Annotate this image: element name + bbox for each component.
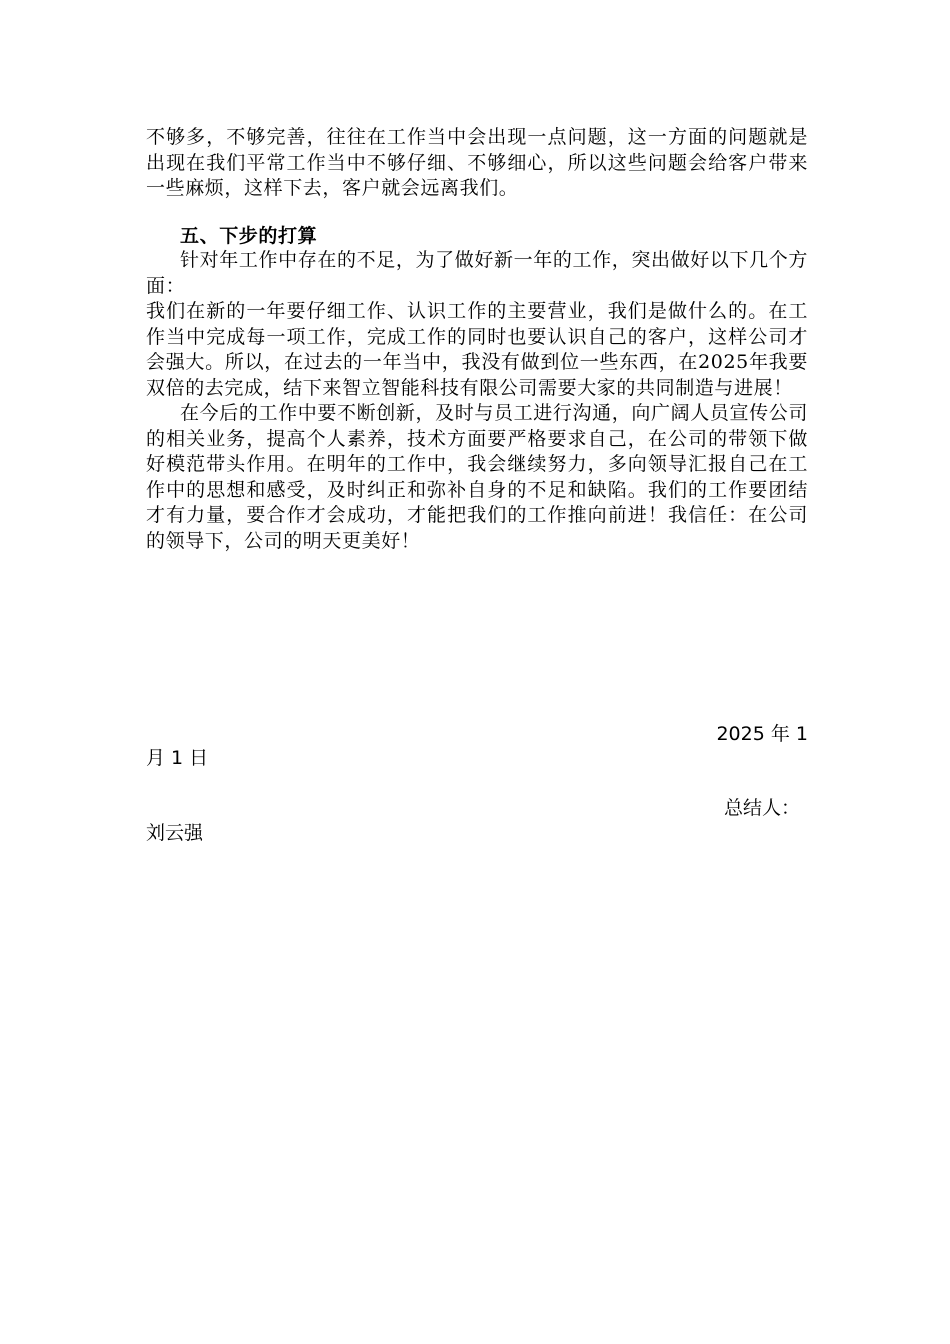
date-line-part-2: 月 1 日: [146, 747, 209, 769]
section-body-paragraph-2: 在今后的工作中要不断创新，及时与员工进行沟通，向广阔人员宣传公司的相关业务，提高个人素养，技术方面要严格要求自己，在公司的带领下做好模范带头作用。在明年的工作中，我会继续努力，多向领导汇报自己在工作中的思想和感受，及时纠正和弥补自身的不足和缺陷。我们的工作要团结才有力量，要合作才会成功，才能把我们的工作推向前进！我信任：在公司的领导下，公司的明天更美好！: [146, 402, 808, 552]
signature-name: 刘云强: [146, 822, 204, 844]
section-heading: 五、下步的打算: [180, 225, 318, 247]
intro-paragraph-block: [146, 125, 808, 202]
date-line-part-1: 2025 年 1: [716, 723, 808, 745]
section-intro-paragraph: 针对年工作中存在的不足，为了做好新一年的工作，突出做好以下几个方面：: [146, 249, 808, 297]
section-body-paragraph-1: 我们在新的一年要仔细工作、认识工作的主要营业，我们是做什么的。在工作当中完成每一项工作，完成工作的同时也要认识自己的客户，这样公司才会强大。所以，在过去的一年当中，我没有做到位一些东西，在2025年我要双倍的去完成，结下来智立智能科技有限公司需要大家的共同制造与进展！: [146, 300, 808, 399]
intro-paragraph: 不够多，不够完善，往往在工作当中会出现一点问题，这一方面的问题就是出现在我们平常工作当中不够仔细、不够细心，所以这些问题会给客户带来一些麻烦，这样下去，客户就会远离我们。: [146, 126, 808, 199]
signature-label: 总结人：: [723, 797, 800, 819]
section-body-block: [146, 248, 808, 554]
